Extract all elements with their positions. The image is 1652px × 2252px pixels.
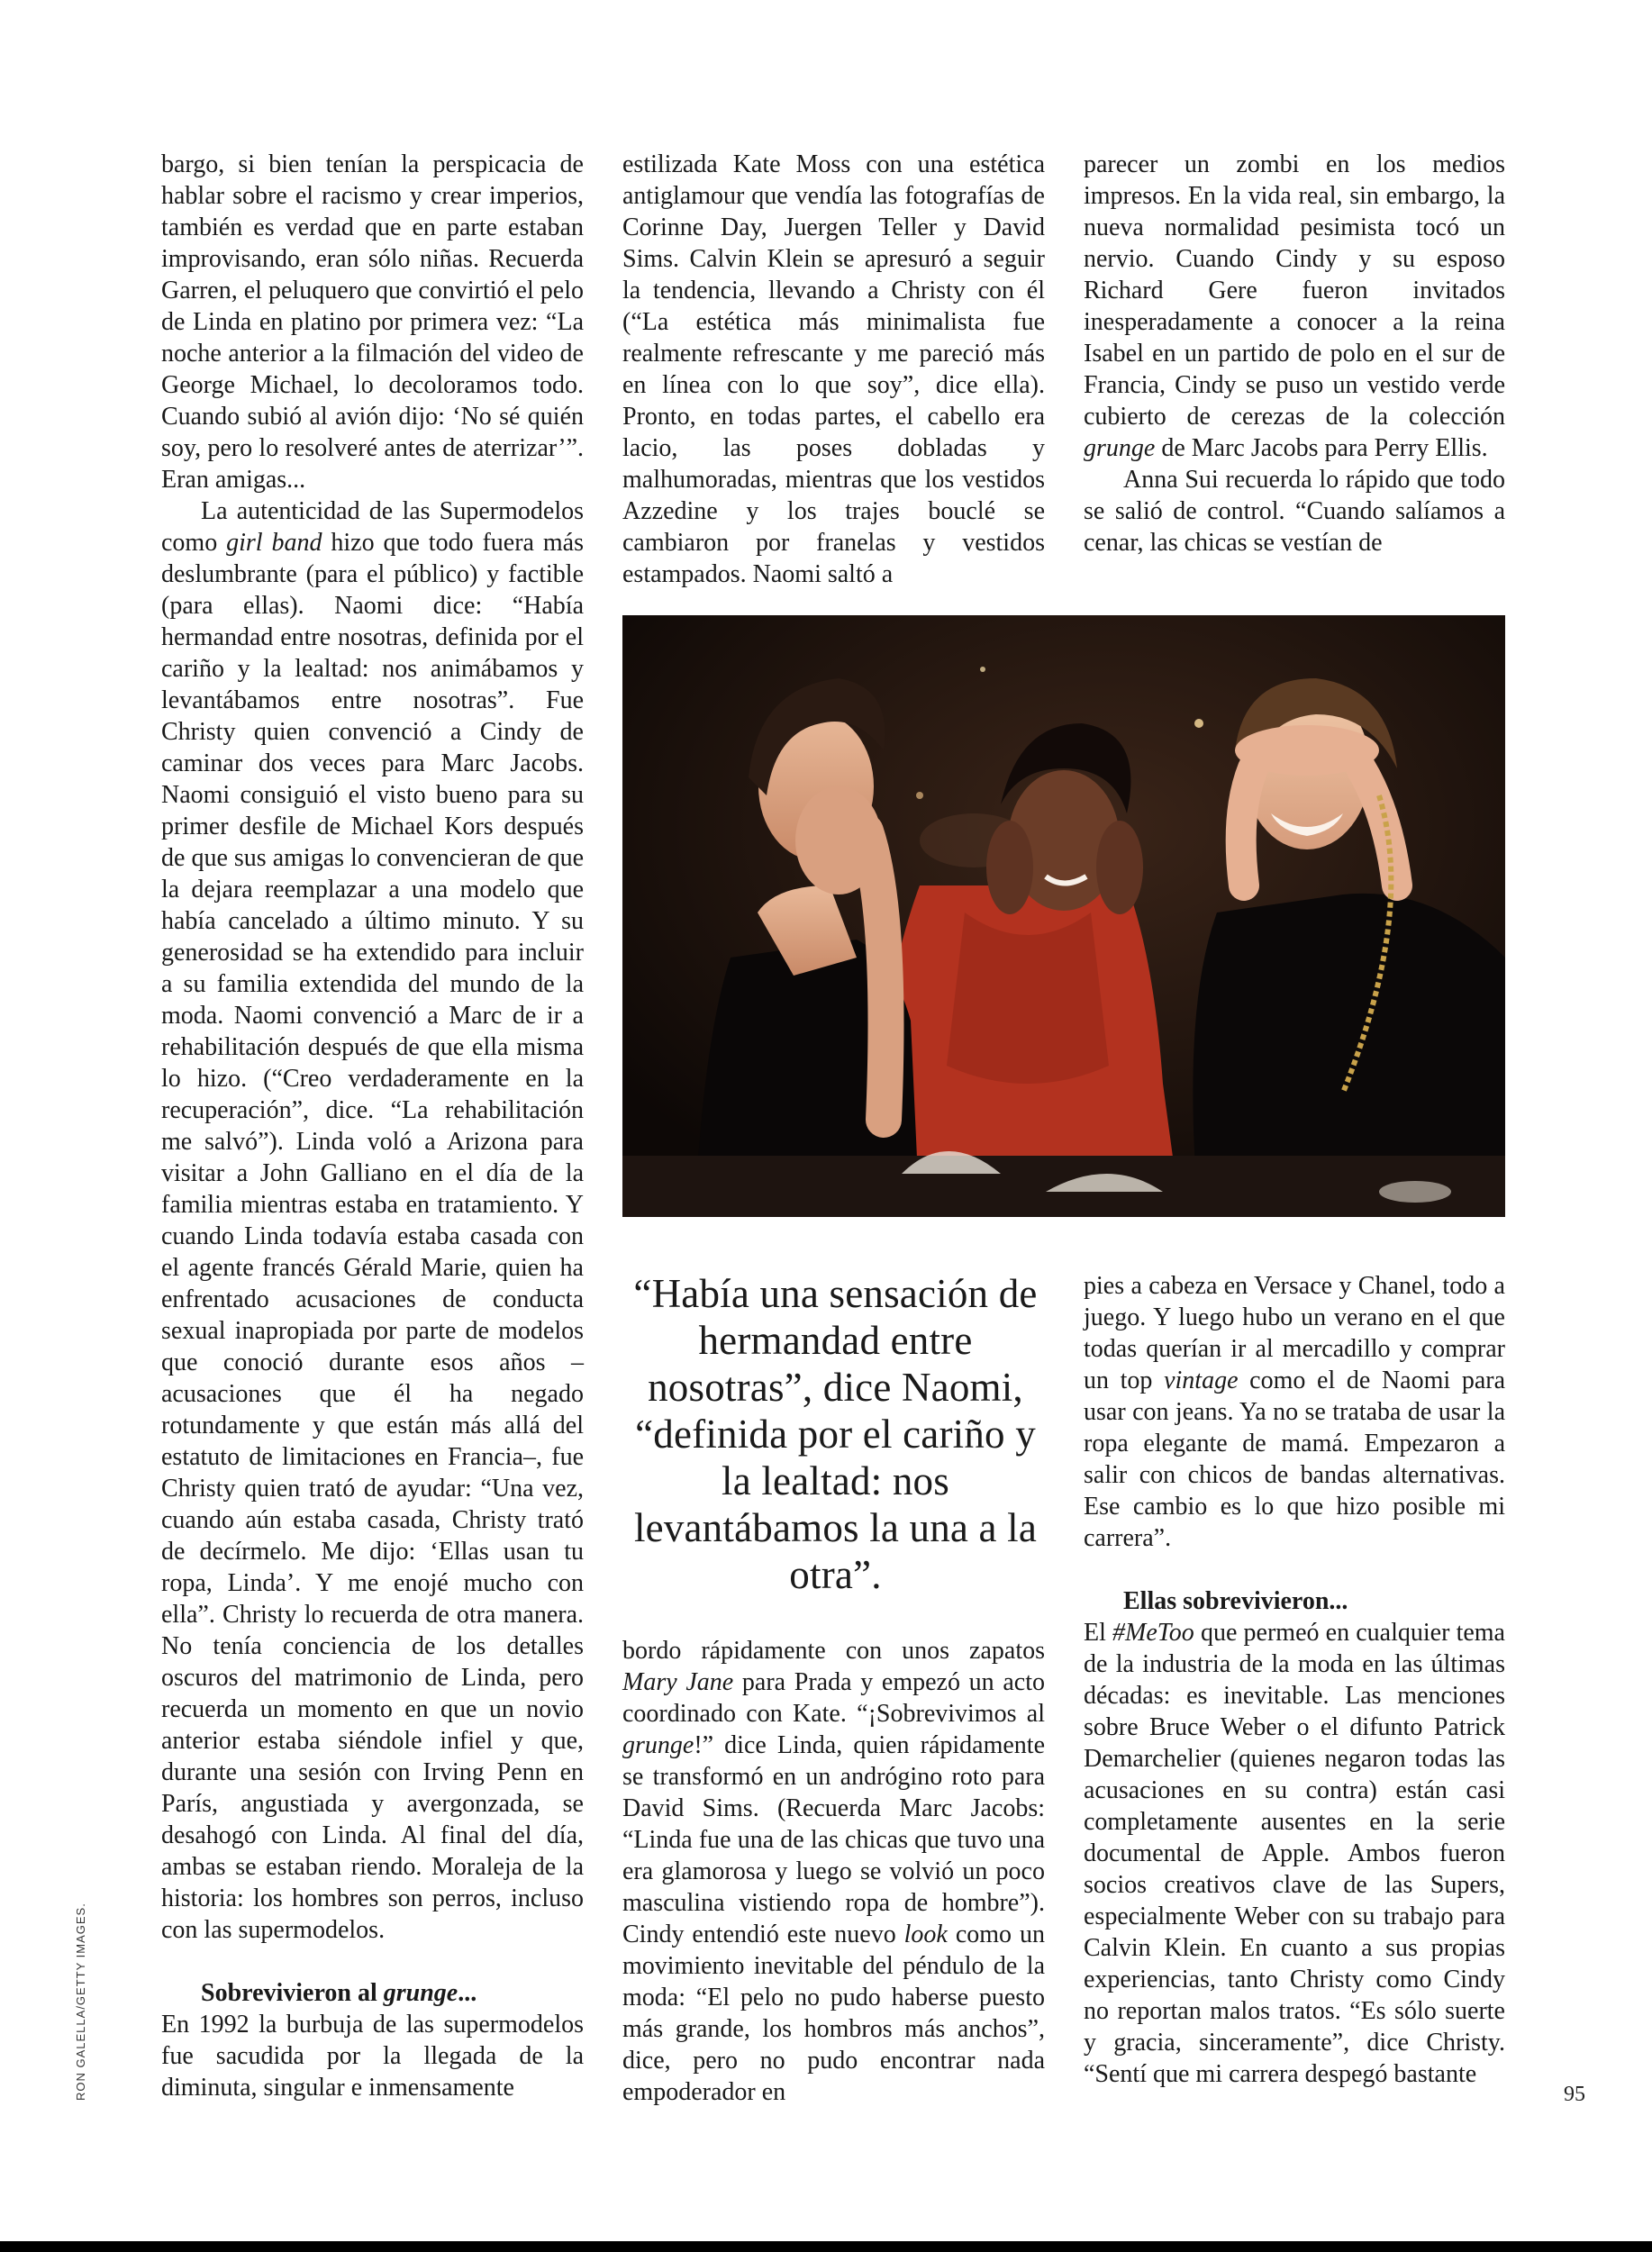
text-run: que permeó en cualquier tema de la industria de la moda en las últimas décadas: es inevitable. Las menciones sobre Bruce Weber o el difunto Patrick Demarchelier (quienes negaron todas las acusaciones en su contra) están casi completamente ausentes en la serie documental de Apple. Ambos fueron socios creativos clave de las Supers, especialmente Weber con su trabajo para Calvin Klein. En cuanto a sus propias experiencias, tanto Christy como Cindy no reportan malos tratos. “Es sólo suerte y gracia, sinceramente”, dice Christy. “Sentí que mi carrera despegó bastante — [1084, 1619, 1505, 2088]
article-photo — [622, 615, 1505, 1217]
text-run: como un movimiento inevitable del péndulo de la moda: “El pelo no pudo haberse puesto más grande, los hombros más anchos”, dice, pero no pudo encontrar nada empoderador en — [622, 1921, 1045, 2106]
article-column-2-bottom — [622, 1635, 1045, 2108]
italic-run: vintage — [1164, 1367, 1239, 1394]
photo-three-models — [622, 615, 1505, 1217]
page-number: 95 — [1564, 2083, 1585, 2106]
bottom-edge-bar — [0, 2241, 1652, 2252]
text-run: La autenticidad de las Supermodelos como — [161, 497, 584, 557]
article-column-3-bottom — [1084, 1270, 1505, 2090]
article-column-1 — [161, 149, 584, 2103]
photo-credit: RON GALELLA/GETTY IMAGES. — [74, 1902, 87, 2101]
text-run: ... — [458, 1979, 477, 2007]
pull-quote: “Había una sensación de hermandad entre nosotras”, dice Naomi, “definida por el cariño y la lealtad: nos levantábamos la una a la otra”. — [633, 1271, 1038, 1597]
paragraph — [622, 1635, 1045, 2108]
text-run: hizo que todo fuera más deslumbrante (para el público) y factible (para ellas). Naomi dice: “Había hermandad entre nosotras, definida por el cariño y la lealtad: nos animábamos y levantábamos entre nosotras”. Fue Christy quien convenció a Cindy de caminar dos veces para Marc Jacobs. Naomi consiguió el visto bueno para su primer desfile de Michael Kors después de que sus amigas lo convencieran de que la dejara reemplazar a una modelo que había cancelado a último minuto. Y su generosidad se ha extendido para incluir a su familia extendida del mundo de la moda. Naomi convenció a Marc de ir a rehabilitación después de que ella misma lo hizo. (“Creo verdaderamente en la recuperación”, dice. “La rehabilitación me salvó”). Linda voló a Arizona para visitar a John Galliano en el día de la familia mientras estaba en tratamiento. Y cuando Linda todavía estaba casada con el agente francés Gérald Marie, quien ha enfrentado acusaciones de conducta sexual inapropiada por parte de modelos que conoció durante esos años –acusaciones que él ha negado rotundamente y que están más allá del estatuto de limitaciones en Francia–, fue Christy quien trató de ayudar: “Una vez, cuando aún estaba casada, Christy trató de decírmelo. Me dijo: ‘Ellas usan tu ropa, Linda’. Y me enojé mucho con ella”. Christy lo recuerda de otra manera. No tenía conciencia de los detalles oscuros del matrimonio de Linda, pero recuerda un momento en que un novio anterior estaba siéndole infiel y que, durante una sesión con Irving Penn en París, angustiada y avergonzada, se desahogó con Linda. Al final del día, ambas se estaban riendo. Moraleja de la historia: los hombres son perros, incluso con las supermodelos. — [161, 529, 584, 1944]
italic-run: look — [903, 1921, 948, 1948]
text-run: El — [1084, 1619, 1113, 1647]
paragraph — [1084, 1617, 1505, 2090]
italic-run: grunge — [622, 1731, 694, 1759]
article-column-2-top — [622, 149, 1045, 590]
paragraph — [1084, 149, 1505, 464]
text-run: como el de Naomi para usar con jeans. Ya no se trataba de usar la ropa elegante de mamá. Empezaron a salir con chicos de bandas alternativas. Ese cambio es lo que hizo posible mi carrera”. — [1084, 1367, 1506, 1552]
paragraph — [161, 495, 584, 1946]
italic-run: grunge — [383, 1979, 458, 2007]
text-run: parecer un zombi en los medios impresos. En la vida real, sin embargo, la nueva normalidad pesimista tocó un nervio. Cuando Cindy y su esposo Richard Gere fueron invitados inesperadamente a conocer a la reina Isabel en un partido de polo en el sur de Francia, Cindy se puso un vestido verde cubierto de cerezas de la colección — [1084, 150, 1505, 431]
italic-run: girl band — [226, 529, 322, 557]
paragraph: bargo, si bien tenían la perspicacia de hablar sobre el racismo y crear imperios, también es verdad que en parte estaban improvisando, eran sólo niñas. Recuerda Garren, el peluquero que convirtió el pelo de Linda en platino por primera vez: “La noche anterior a la filmación del video de George Michael, lo decoloramos todo. Cuando subió al avión dijo: ‘No sé quién soy, pero lo resolveré antes de aterrizar’”. Eran amigas... — [161, 150, 584, 494]
section-heading-grunge — [161, 1977, 584, 2009]
text-run: para Prada y empezó un acto coordinado con Kate. “¡Sobrevivimos al — [622, 1668, 1045, 1728]
text-run: bordo rápidamente con unos zapatos — [622, 1637, 1045, 1665]
text-run: !” dice Linda, quien rápidamente se transformó en un andrógino roto para David Sims. (Recuerda Marc Jacobs: “Linda fue una de las chicas que tuvo una era glamorosa y luego se volvió un poco masculina vistiendo ropa de hombre”). Cindy entendió este nuevo — [622, 1731, 1045, 1948]
paragraph: Anna Sui recuerda lo rápido que todo se salió de control. “Cuando salíamos a cenar, las chicas se vestían de — [1084, 466, 1505, 557]
text-run: pies a cabeza en Versace y Chanel, todo a juego. Y luego hubo un verano en el que todas querían ir al mercadillo y comprar un top — [1084, 1272, 1505, 1394]
text-run: de Marc Jacobs para Perry Ellis. — [1155, 434, 1488, 462]
section-heading-survived: Ellas sobrevivieron... — [1123, 1587, 1348, 1615]
article-column-3-top — [1084, 149, 1505, 558]
paragraph: estilizada Kate Moss con una estética antiglamour que vendía las fotografías de Corinne Day, Juergen Teller y David Sims. Calvin Klein se apresuró a seguir la tendencia, llevando a Christy con él (“La estética más minimalista fue realmente refrescante y me pareció más en línea con lo que soy”, dice ella). Pronto, en todas partes, el cabello era lacio, las poses dobladas y malhumoradas, mientras que los vestidos Azzedine y los trajes bouclé se cambiaron por franelas y vestidos estampados. Naomi saltó a — [622, 150, 1045, 588]
italic-run: Mary Jane — [622, 1668, 734, 1696]
text-run: Sobrevivieron al — [201, 1979, 384, 2007]
paragraph — [1084, 1270, 1505, 1554]
italic-run: grunge — [1084, 434, 1156, 462]
italic-run: #MeToo — [1112, 1619, 1194, 1647]
paragraph: En 1992 la burbuja de las supermodelos fue sacudida por la llegada de la diminuta, singular e inmensamente — [161, 2011, 584, 2102]
